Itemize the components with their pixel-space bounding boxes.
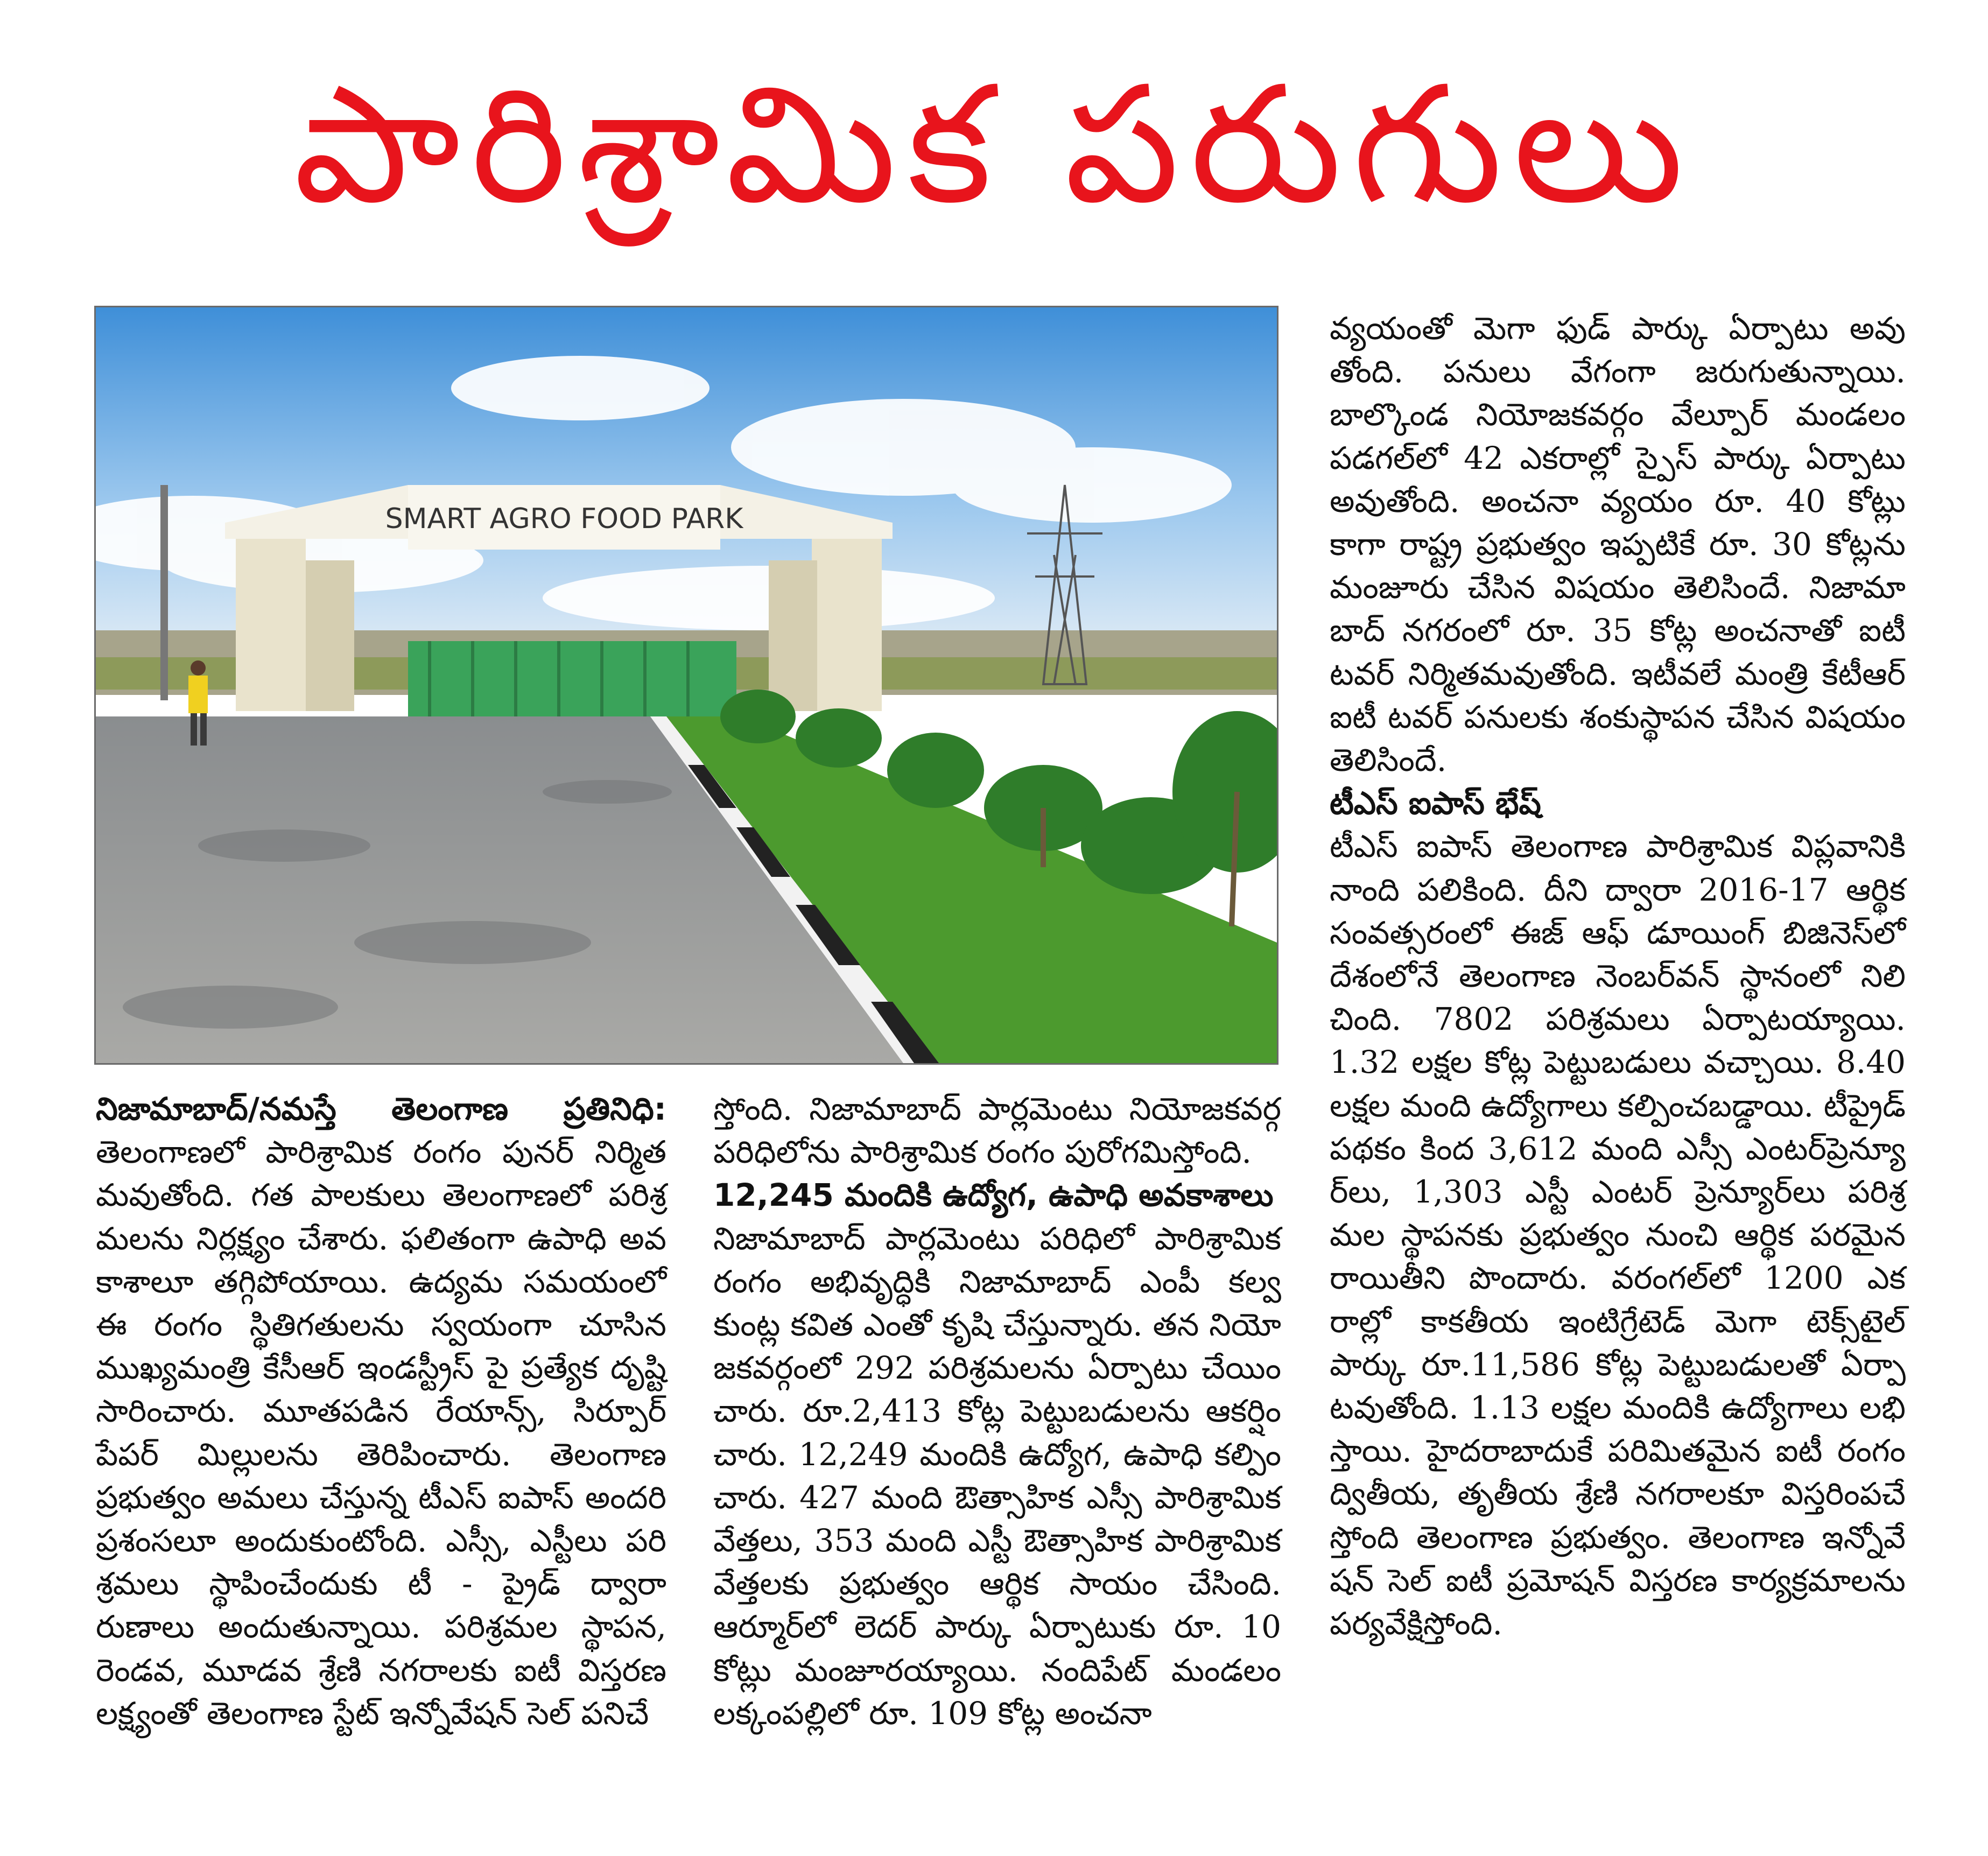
article-column-3: [1330, 307, 1906, 1645]
column3-subhead: టీఎస్ ఐపాస్ భేష్: [1330, 785, 1541, 822]
article-photo: [94, 306, 1278, 1065]
gate-sign-text: SMART AGRO FOOD PARK: [385, 503, 743, 535]
column2-subhead: 12,245 మందికి ఉద్యోగ, ఉపాధి అవకాశాలు: [713, 1177, 1274, 1214]
column2-paragraph-2: నిజామాబాద్ పార్లమెంటు పరిధిలో పారిశ్రామిక రంగం అభివృద్ధికి నిజామాబాద్ ఎంపీ కల్వ కుంట్ల కవిత ఎంతో కృషి చేస్తున్నారు. తన నియో జకవర్గంలో 292 పరిశ్రమలను ఏర్పాటు చేయిం చారు. రూ.2,413 కోట్ల పెట్టుబడులను ఆకర్షిం చారు. 12,249 మందికి ఉద్యోగ, ఉపాధి కల్పిం చారు. 427 మంది ఔత్సాహిక ఎస్సీ పారిశ్రామిక వేత్తలు, 353 మంది ఎస్టీ ఔత్సాహిక పారిశ్రామిక వేత్తలకు ప్రభుత్వం ఆర్థిక సాయం చేసింది. ఆర్మూర్‌లో లెదర్ పార్కు ఏర్పాటుకు రూ. 10 కోట్లు మంజూరయ్యాయి. నందిపేట్ మండలం లక్కంపల్లిలో రూ. 109 కోట్ల అంచనా: [713, 1220, 1281, 1732]
column1-body: తెలంగాణలో పారిశ్రామిక రంగం పునర్ నిర్మిత మవుతోంది. గత పాలకులు తెలంగాణలో పరిశ్ర మలను నిర్లక్ష్యం చేశారు. ఫలితంగా ఉపాధి అవ కాశాలూ తగ్గిపోయాయి. ఉద్యమ సమయంలో ఈ రంగం స్థితిగతులను స్వయంగా చూసిన ముఖ్యమంత్రి కేసీఆర్ ఇండస్ట్రీస్ పై ప్రత్యేక దృష్టి సారించారు. మూతపడిన రేయాన్స్, సిర్పూర్ పేపర్ మిల్లులను తెరిపించారు. తెలంగాణ ప్రభుత్వం అమలు చేస్తున్న టీఎస్ ఐపాస్ అందరి ప్రశంసలూ అందుకుంటోంది. ఎస్సీ, ఎస్టీలు పరి శ్రమలు స్థాపించేందుకు టీ - ప్రైడ్ ద్వారా రుణాలు అందుతున్నాయి. పరిశ్రమల స్థాపన, రెండవ, మూడవ శ్రేణి నగరాలకు ఐటీ విస్తరణ లక్ష్యంతో తెలంగాణ స్టేట్ ఇన్నోవేషన్ సెల్ పనిచే: [96, 1134, 666, 1732]
column2-paragraph-1: స్తోంది. నిజామాబాద్ పార్లమెంటు నియోజకవర్గ పరిధిలోను పారిశ్రామిక రంగం పురోగమిస్తోంది.: [713, 1091, 1281, 1171]
article-column-2: [713, 1087, 1281, 1735]
column3-paragraph-1: వ్యయంతో మెగా ఫుడ్ పార్కు ఏర్పాటు అవు తోంది. పనులు వేగంగా జరుగుతున్నాయి. బాల్కొండ నియోజకవర్గం వేల్పూర్ మండలం పడగల్‌లో 42 ఎకరాల్లో స్పైస్ పార్కు ఏర్పాటు అవుతోంది. అంచనా వ్యయం రూ. 40 కోట్లు కాగా రాష్ట్ర ప్రభుత్వం ఇప్పటికే రూ. 30 కోట్లను మంజూరు చేసిన విషయం తెలిసిందే. నిజామా బాద్ నగరంలో రూ. 35 కోట్ల అంచనాతో ఐటీ టవర్ నిర్మితమవుతోంది. ఇటీవలే మంత్రి కేటీఆర్ ఐటీ టవర్ పనులకు శంకుస్థాపన చేసిన విషయం తెలిసిందే.: [1330, 310, 1906, 779]
article-column-1: [96, 1087, 666, 1735]
dateline: నిజామాబాద్/నమస్తే తెలంగాణ ప్రతినిధి:: [96, 1091, 666, 1127]
column3-paragraph-2: టీఎస్ ఐపాస్ తెలంగాణ పారిశ్రామిక విప్లవానికి నాంది పలికింది. దీని ద్వారా 2016-17 ఆర్థిక సంవత్సరంలో ఈజ్ ఆఫ్ డూయింగ్ బిజినెస్‌లో దేశంలోనే తెలంగాణ నెంబర్‌వన్ స్థానంలో నిలి చింది. 7802 పరిశ్రమలు ఏర్పాటయ్యాయి. 1.32 లక్షల కోట్ల పెట్టుబడులు వచ్చాయి. 8.40 లక్షల మంది ఉద్యోగాలు కల్పించబడ్డాయి. టీప్రైడ్ పథకం కింద 3,612 మంది ఎస్సీ ఎంటర్‌ప్రెన్యూ ర్‌లు, 1,303 ఎస్టీ ఎంటర్ ప్రెన్యూర్‌లు పరిశ్ర మల స్థాపనకు ప్రభుత్వం నుంచి ఆర్థిక పరమైన రాయితీని పొందారు. వరంగల్‌లో 1200 ఎక రాల్లో కాకతీయ ఇంటిగ్రేటెడ్ మెగా టెక్స్‌టైల్ పార్కు రూ.11,586 కోట్ల పెట్టుబడులతో ఏర్పా టవుతోంది. 1.13 లక్షల మందికి ఉద్యోగాలు లభి స్తాయి. హైదరాబాదుకే పరిమితమైన ఐటీ రంగం ద్వితీయ, తృతీయ శ్రేణి నగరాలకూ విస్తరింపచే స్తోంది తెలంగాణ ప్రభుత్వం. తెలంగాణ ఇన్నోవే షన్ సెల్ ఐటీ ప్రమోషన్ విస్తరణ కార్యక్రమాలను పర్యవేక్షిస్తోంది.: [1330, 828, 1906, 1642]
headline: పారిశ్రామిక పరుగులు: [293, 51, 1695, 239]
